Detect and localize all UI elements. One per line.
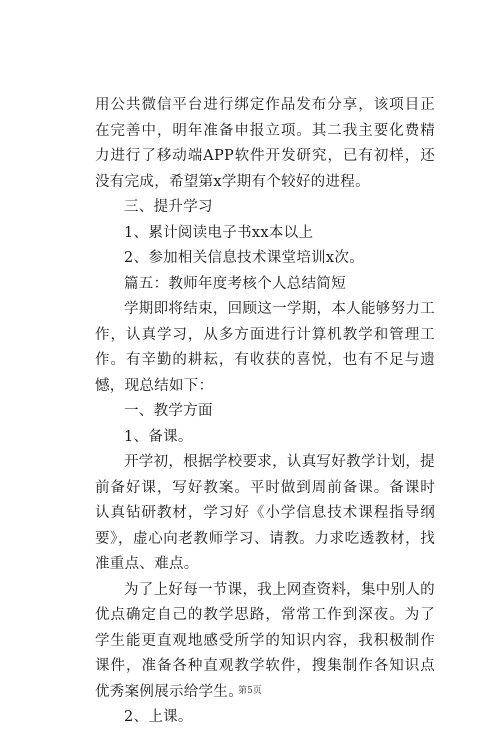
list-item-training: 2、参加相关信息技术课堂培训x次。	[124, 250, 365, 266]
heading-improve-learning: 三、提升学习	[124, 199, 213, 215]
subheading-lesson-prep: 1、备课。	[124, 428, 193, 445]
paragraph-lesson-prep: 开学初，根据学校要求，认真写好教学计划，提前备好课，写好教案。平时做到周前备课。备课时认真钻研教材，学习好《小学信息技术课程指导纲要》，虚心向老教师学习、请教。力求吃透教材，找准重点、难点。	[95, 454, 435, 572]
list-item-ebook-reading: 1、累计阅读电子书xx本以上	[124, 224, 314, 241]
paragraph-intro: 学期即将结束，回顾这一学期，本人能够努力工作，认真学习，从多方面进行计算机教学和管理工作。有辛勤的耕耘，有收获的喜悦，也有不足与遗憾，现总结如下：	[95, 301, 435, 394]
subheading-class: 2、上课。	[124, 709, 193, 725]
section-title-part-five: 篇五：教师年度考核个人总结简短	[124, 275, 346, 292]
paragraph-class-prep: 为了上好每一节课，我上网查资料，集中别人的优点确定自己的教学思路，常常工作到深夜。为了学生能更直观地感受所学的知识内容，我积极制作课件，准备各种直观教学软件，搜集制作各知识点优秀案例展示给学生。	[95, 581, 435, 700]
paragraph-continuation: 用公共微信平台进行绑定作品发布分享，该项目正在完善中，明年准备申报立项。其二我主要化费精力进行了移动端APP软件开发研究，已有初样，还没有完成，希望第x学期有个较好的进程。	[95, 97, 435, 190]
document-body	[95, 93, 435, 731]
heading-teaching: 一、教学方面	[124, 403, 213, 419]
page-number-footer: 第5页	[238, 686, 262, 696]
